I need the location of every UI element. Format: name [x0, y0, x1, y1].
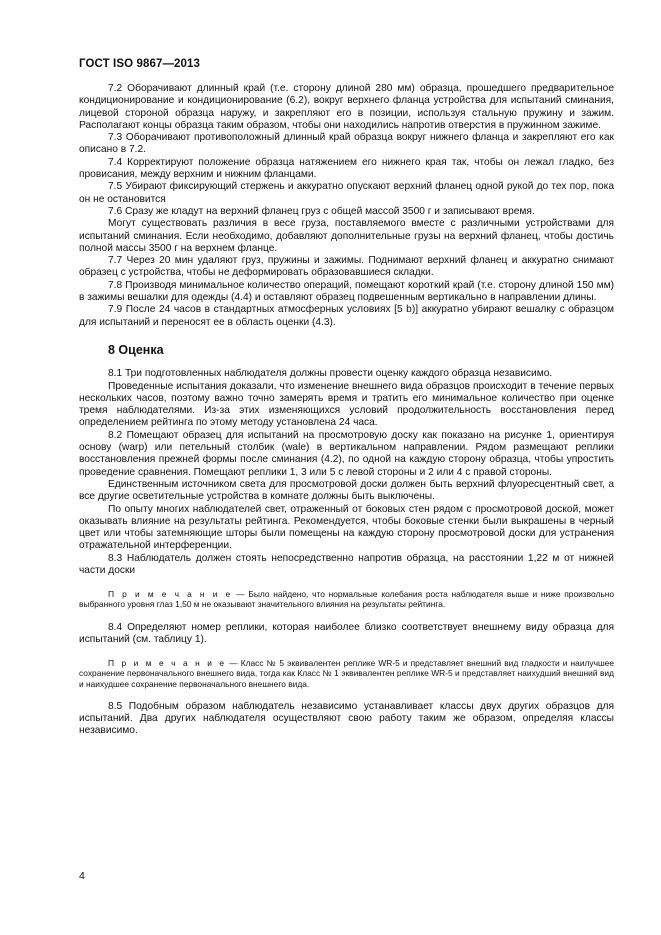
paragraph-8-2-walls: По опыту многих наблюдателей свет, отраженный от боковых стен рядом с просмотровой доской, может оказывать влияние на результаты рейтинга. Рекомендуется, чтобы боковые стенки были выкрашены в черный цвет или чтобы затемняющие шторы были помещены на каждую сторону просмотровой доски для устранения отражательной интерференции. — [79, 503, 614, 552]
paragraph-7-9: 7.9 После 24 часов в стандартных атмосферных условиях [5 b)] аккуратно убирают вешалку с образцом для испытаний и переносят ее в область оценки (4.3). — [79, 304, 614, 328]
paragraph-8-2-light: Единственным источником света для просмотровой доски должен быть верхний флуоресцентный свет, а все другие осветительные устройства в комнате должны быть выключены. — [79, 478, 614, 503]
note-label: П р и м е ч а н и е — [108, 589, 233, 600]
note-label: П р и м е ч а н и е — [108, 658, 227, 669]
paragraph-8-2: 8.2 Помещают образец для испытаний на просмотровую доску как показано на рисунке 1, ориентируя основу (warp) или петельный столбик (wale) в вертикальном направлении. Рядом размещают реплики восстановления прежней формы после сминания (4.2), по одной на каждую сторону образца, чтобы упростить проведение сравнения. Помещают реплики 1, 3 или 5 с левой стороны и 2 или 4 с правой стороны. — [79, 429, 614, 478]
paragraph-7-8: 7.8 Производя минимальное количество операций, помещают короткий край (т.е. сторону длиной 150 мм) в зажимы вешалки для одежды (4.4) и оставляют образец подвешенным вертикально в направлении длины. — [79, 279, 614, 304]
paragraph-7-7: 7.7 Через 20 мин удаляют груз, пружины и зажимы. Поднимают верхний фланец и аккуратно снимают образец с устройства, чтобы не деформировать образовавшиеся складки. — [79, 255, 614, 279]
paragraph-7-5: 7.5 Убирают фиксирующий стержень и аккуратно опускают верхний фланец одной рукой до тех пор, пока он не остановится — [79, 181, 614, 205]
paragraph-7-2: 7.2 Оборачивают длинный край (т.е. сторону длиной 280 мм) образца, прошедшего предварительное кондиционирование и кондиционирование (6.2), вокруг верхнего фланца устройства для испытаний сминания, лицевой стороной образца наружу, и закрепляют его в позиции, используя стальную пружину и зажим. Располагают концы образца таким образом, чтобы они находились напротив отверстия в пружинном зажиме. — [79, 83, 614, 131]
paragraph-7-4: 7.4 Корректируют положение образца натяжением его нижнего края так, чтобы он лежал гладко, без провисания, между верхним и нижним фланцами. — [79, 156, 614, 181]
paragraph-8-5: 8.5 Подобным образом наблюдатель независимо устанавливает классы двух других образцов для испытаний. Два других наблюдателя осуществляют свою работу таким же образом, определяя классы независимо. — [79, 700, 614, 737]
note-1 — [79, 589, 614, 609]
note-text: — Класс № 5 эквивалентен реплике WR-5 и представляет внешний вид гладкости и наилучшее сохранение первоначального внешнего вида, тогда как Класс № 1 эквивалентен реплике WR-5 и представляет наихудший внешний вид и наихудшее сохранение первоначального внешнего вида. — [79, 658, 614, 689]
document-body — [79, 83, 614, 738]
paragraph-7-6-note: Могут существовать различия в весе груза, поставляемого вместе с различными устройствами для испытаний сминания. Если необходимо, добавляют дополнительные грузы на верхний фланец, чтобы достичь полной массы 3500 г на верхнем фланце. — [79, 218, 614, 254]
page-number: 4 — [79, 870, 85, 882]
section-title: 8 Оценка — [108, 342, 164, 357]
paragraph-8-3: 8.3 Наблюдатель должен стоять непосредственно напротив образца, на расстоянии 1,22 м от нижней части доски — [79, 552, 614, 576]
paragraph-8-1: 8.1 Три подготовленных наблюдателя должны провести оценку каждого образца независимо. — [108, 368, 553, 380]
paragraph-7-6: 7.6 Сразу же кладут на верхний фланец груз с общей массой 3500 г и записывают время. — [108, 205, 535, 217]
paragraph-8-4: 8.4 Определяют номер реплики, которая наиболее близко соответствует внешнему виду образца для испытаний (см. таблицу 1). — [79, 621, 614, 645]
paragraph-7-3: 7.3 Оборачивают противоположный длинный край образца вокруг нижнего фланца и закрепляют его как описано в 7.2. — [79, 132, 614, 156]
note-2 — [79, 658, 614, 689]
note-text: — Было найдено, что нормальные колебания роста наблюдателя выше и ниже произвольно выбранного уровня глаз 1,50 м не оказывают значительного влияния на результаты рейтинга. — [79, 589, 614, 610]
running-header: ГОСТ ISO 9867—2013 — [79, 58, 201, 70]
paragraph-8-1-detail: Проведенные испытания доказали, что изменение внешнего вида образцов происходит в течение первых нескольких часов, поэтому важно точно замерять время и тратить его минимальное количество при оценке тремя наблюдателями. Из-за этих изменяющихся условий продолжительность восстановления перед определением рейтинга по этому методу установлена 24 часа. — [79, 380, 614, 429]
